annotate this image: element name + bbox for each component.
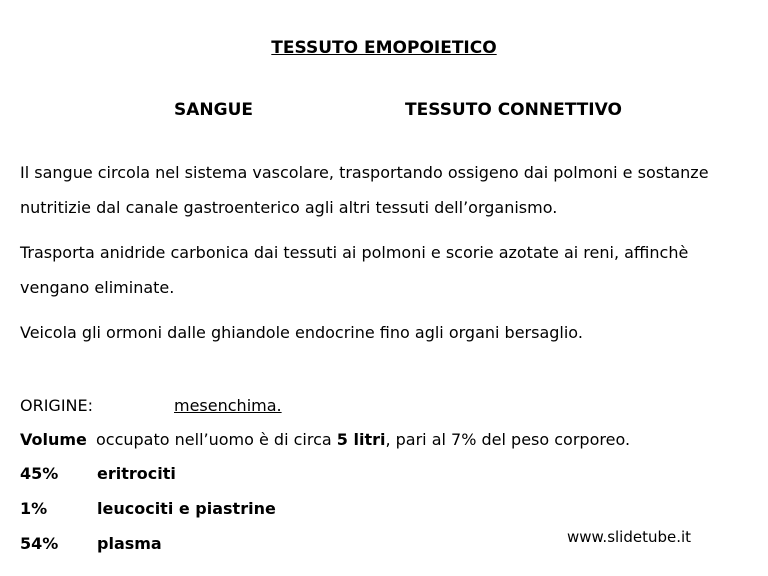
composition-percent-plasma: 54%	[20, 534, 59, 553]
volume-text-before: occupato nell’uomo è di circa	[96, 430, 332, 449]
composition-component-leucociti: leucociti e piastrine	[97, 499, 276, 518]
origin-value: mesenchima.	[174, 396, 282, 415]
paragraph-ormoni: Veicola gli ormoni dalle ghiandole endocrine fino agli organi bersaglio.	[20, 323, 583, 342]
paragraph-circolazione: Il sangue circola nel sistema vascolare, trasportando ossigeno dai polmoni e sostanze nutritizie dal canale gastroenterico agli altri tessuti dell’organismo.	[20, 163, 709, 217]
heading-sangue: SANGUE	[174, 100, 253, 120]
origin-label: ORIGINE:	[20, 396, 94, 415]
credit-link: www.slidetube.it	[567, 528, 692, 546]
paragraph-trasporto: Trasporta anidride carbonica dai tessuti ai polmoni e scorie azotate ai reni, affinchè vengano eliminate.	[20, 243, 689, 297]
volume-label: Volume	[20, 430, 87, 449]
heading-tessuto-connettivo: TESSUTO CONNETTIVO	[405, 100, 622, 120]
volume-line	[20, 430, 630, 449]
volume-amount: 5 litri	[336, 430, 386, 449]
composition-component-eritrociti: eritrociti	[97, 464, 176, 483]
composition-percent-leucociti: 1%	[20, 499, 48, 518]
volume-text-after: , pari al 7% del peso corporeo.	[385, 430, 631, 449]
composition-percent-eritrociti: 45%	[20, 464, 59, 483]
page-title: TESSUTO EMOPOIETICO	[271, 38, 497, 58]
composition-component-plasma: plasma	[97, 534, 162, 553]
